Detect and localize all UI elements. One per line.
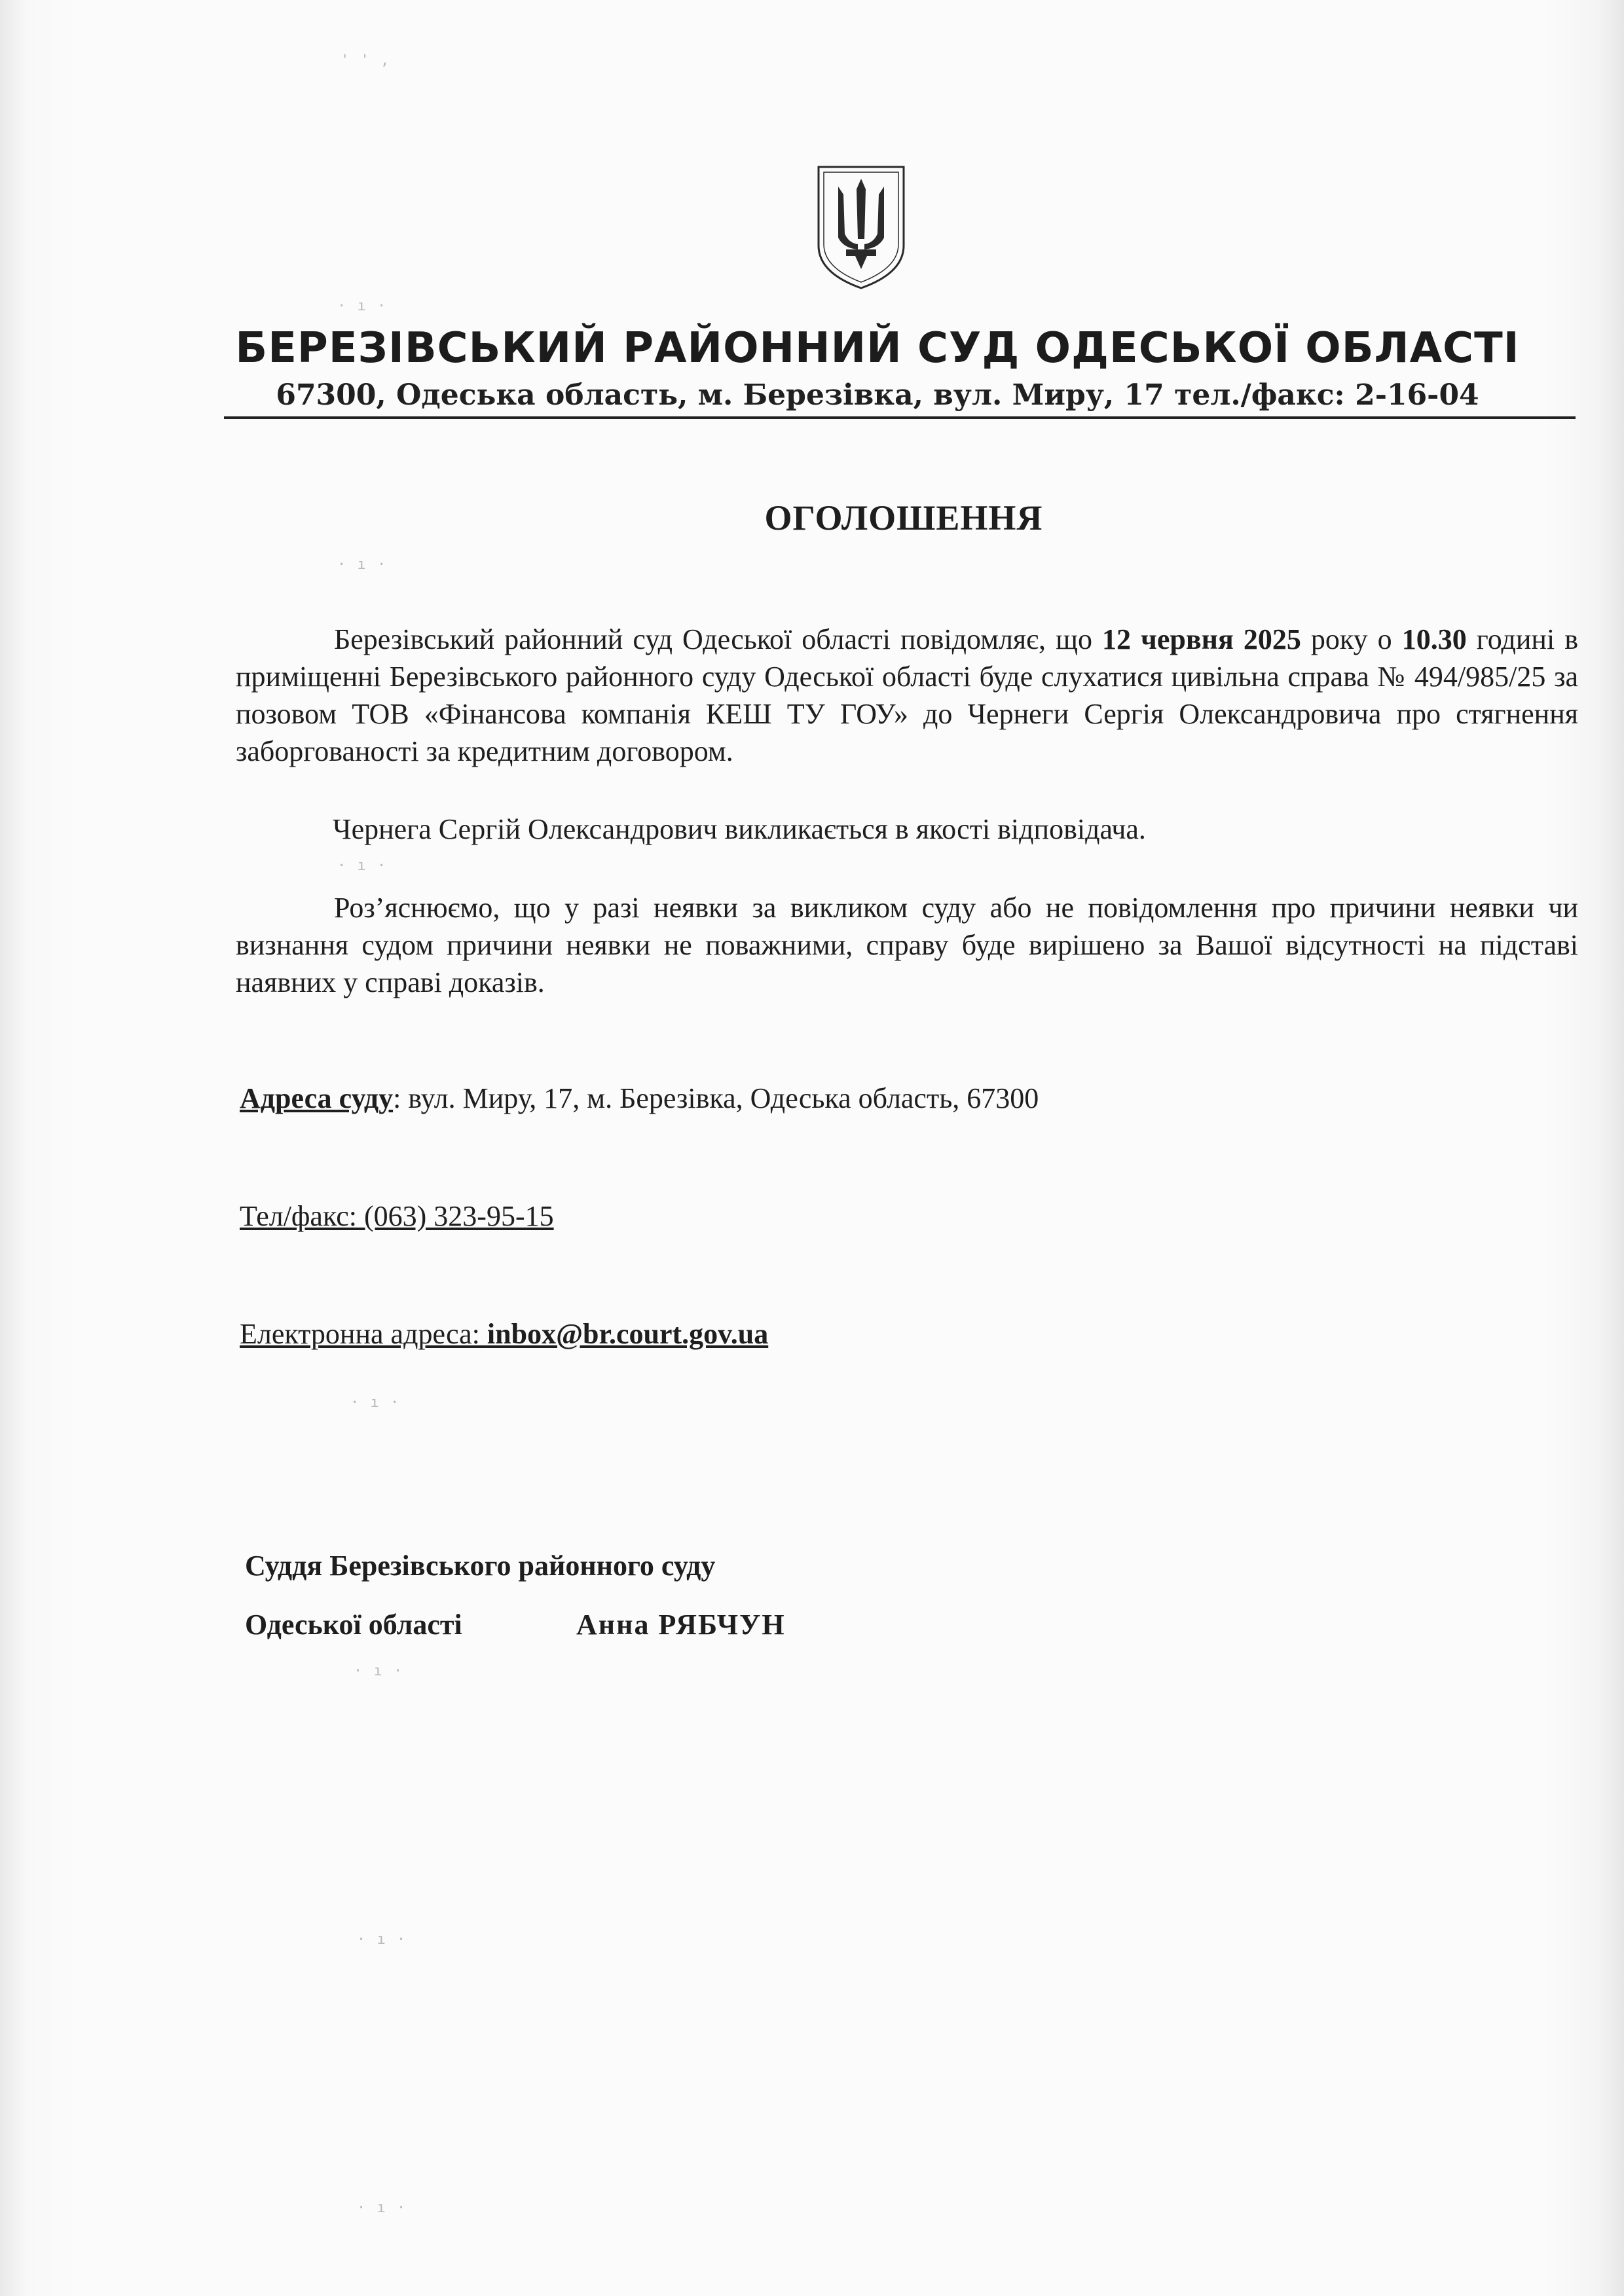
paragraph-text: годині в приміщенні Березівського районного суду Одеської області буде слухатися цивільна справа № 494/985/25 за позовом ТОВ «Фінансова компанія КЕШ ТУ ГОУ» до Чернеги Сергія Олександровича про стягнення заборгованості за кредитним договором.: [236, 623, 1578, 767]
hearing-date: 12 червня 2025: [1102, 623, 1301, 655]
scan-artifact: · ı ·: [337, 556, 388, 573]
hearing-time: 10.30: [1401, 623, 1467, 655]
announcement-paragraph: [236, 621, 1578, 770]
court-address-line: [240, 1082, 1039, 1115]
email-label: Електронна адреса:: [240, 1318, 487, 1350]
judge-region: Одеської області: [245, 1609, 462, 1641]
judge-name: Анна РЯБЧУН: [576, 1609, 786, 1641]
court-address: 67300, Одеська область, м. Березівка, вул. Миру, 17 тел./факс: 2-16-04: [276, 378, 1479, 412]
scan-artifact: · ı ·: [350, 1394, 401, 1411]
judge-title: Суддя Березівського районного суду: [245, 1550, 716, 1582]
scan-artifact: · ı ·: [337, 858, 388, 874]
defendant-paragraph: Чернега Сергій Олександрович викликається в якості відповідача.: [333, 813, 1146, 845]
scan-artifact: ' ' ,: [341, 52, 391, 69]
scan-artifact: · ı ·: [354, 1663, 404, 1679]
address-label: Адреса суду: [240, 1082, 394, 1114]
scan-artifact: · ı ·: [357, 2200, 407, 2216]
paragraph-text: року о: [1301, 623, 1402, 655]
explanation-paragraph: Роз’яснюємо, що у разі неявки за викликом суду або не повідомлення про причини неявки чи визнання судом причини неявки не поважними, справу буде вирішено за Вашої відсутності на підставі наявних у справі доказів.: [236, 892, 1578, 998]
court-name: БЕРЕЗІВСЬКИЙ РАЙОННИЙ СУД ОДЕСЬКОЇ ОБЛАСТІ: [235, 324, 1520, 373]
scan-artifact: · ı ·: [357, 1931, 407, 1948]
paragraph-text: Березівський районний суд Одеської області повідомляє, що: [334, 623, 1103, 655]
header-divider: [224, 416, 1576, 419]
email-link[interactable]: inbox@br.court.gov.ua: [487, 1318, 769, 1350]
email-line: [240, 1317, 768, 1351]
scan-artifact: · ı ·: [337, 298, 388, 314]
document-title: ОГОЛОШЕННЯ: [764, 498, 1043, 538]
phone-line: Тел/факс: (063) 323-95-15: [240, 1200, 554, 1232]
address-value: : вул. Миру, 17, м. Березівка, Одеська область, 67300: [393, 1082, 1039, 1114]
trident-emblem-icon: [812, 160, 910, 291]
